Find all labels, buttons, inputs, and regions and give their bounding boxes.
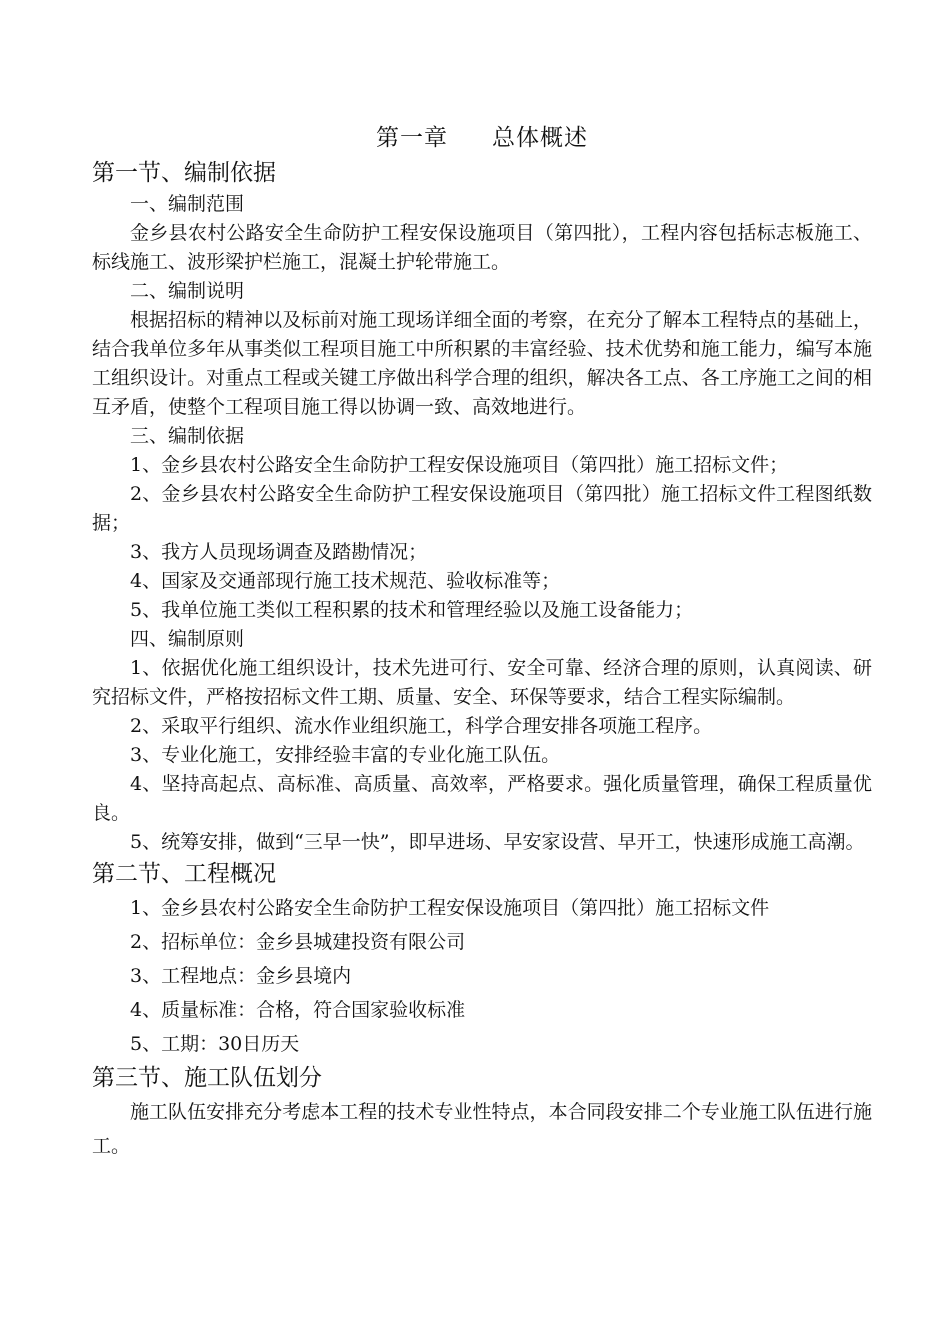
s2-item-3: 3、工程地点：金乡县境内 [130,965,352,987]
s1-sub2-heading: 二、编制说明 [130,280,245,302]
s1-sub3-item-1: 1、金乡县农村公路安全生命防护工程安保设施项目（第四批）施工招标文件； [130,454,789,476]
s1-sub4-item-3: 3、专业化施工，安排经验丰富的专业化施工队伍。 [130,744,561,766]
chapter-number: 第一章 [376,125,448,151]
s1-sub3-item-3: 3、我方人员现场调查及踏勘情况； [130,541,428,563]
s2-item-2: 2、招标单位：金乡县城建投资有限公司 [130,931,466,953]
s1-sub3-heading: 三、编制依据 [130,425,245,447]
section-3-title: 第三节、施工队伍划分 [92,1065,322,1091]
s1-sub3-item-5: 5、我单位施工类似工程积累的技术和管理经验以及施工设备能力； [130,599,694,621]
s1-sub4-item-4: 4、坚持高起点、高标准、高质量、高效率，严格要求。强化质量管理，确保工程质量优良。 [92,773,872,824]
document-page [92,120,872,1163]
section-1-title: 第一节、编制依据 [92,160,276,186]
s2-item-4: 4、质量标准：合格，符合国家验收标准 [130,999,466,1021]
s1-sub3-item-2: 2、金乡县农村公路安全生命防护工程安保设施项目（第四批）施工招标文件工程图纸数据； [92,483,872,534]
s1-sub4-item-1: 1、依据优化施工组织设计，技术先进可行、安全可靠、经济合理的原则，认真阅读、研究招标文件，严格按招标文件工期、质量、安全、环保等要求，结合工程实际编制。 [92,657,872,708]
s1-sub4-heading: 四、编制原则 [130,628,245,650]
s1-sub1-paragraph: 金乡县农村公路安全生命防护工程安保设施项目（第四批），工程内容包括标志板施工、标线施工、波形梁护栏施工，混凝土护轮带施工。 [92,222,872,273]
s3-paragraph: 施工队伍安排充分考虑本工程的技术专业性特点，本合同段安排二个专业施工队伍进行施工。 [92,1101,872,1157]
chapter-title [92,120,872,156]
s1-sub3-item-4: 4、国家及交通部现行施工技术规范、验收标准等； [130,570,561,592]
chapter-name: 总体概述 [492,125,588,151]
s1-sub2-paragraph: 根据招标的精神以及标前对施工现场详细全面的考察，在充分了解本工程特点的基础上，结合我单位多年从事类似工程项目施工中所积累的丰富经验、技术优势和施工能力，编写本施工组织设计。对重点工程或关键工序做出科学合理的组织，解决各工点、各工序施工之间的相互矛盾，使整个工程项目施工得以协调一致、高效地进行。 [92,309,872,418]
section-2-title: 第二节、工程概况 [92,861,276,887]
s1-sub1-heading: 一、编制范围 [130,193,245,215]
s1-sub4-item-2: 2、采取平行组织、流水作业组织施工，科学合理安排各项施工程序。 [130,715,713,737]
s2-item-5: 5、工期：30日历天 [130,1033,300,1055]
s2-item-1: 1、金乡县农村公路安全生命防护工程安保设施项目（第四批）施工招标文件 [130,897,770,919]
s1-sub4-item-5: 5、统筹安排，做到“三早一快”，即早进场、早安家设营、早开工，快速形成施工高潮。 [130,831,865,853]
